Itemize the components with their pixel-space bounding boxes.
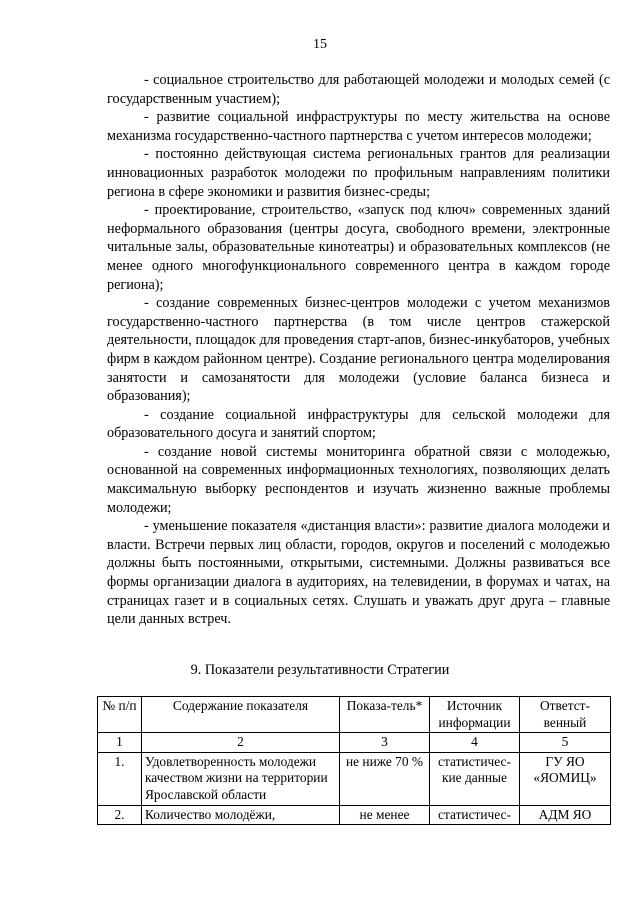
source-cell: статистичес- — [430, 805, 520, 825]
measure-paragraph: - создание социальной инфраструктуры для сельской молодежи для образовательного досуга и занятий спортом; — [107, 406, 610, 442]
header-cell-responsible: Ответст-венный — [520, 697, 611, 733]
numbering-cell: 1 — [98, 733, 142, 753]
row-number-cell: 2. — [98, 805, 142, 825]
header-cell-indicator: Показа-тель* — [340, 697, 430, 733]
strategy-measures-list — [107, 71, 610, 629]
measure-paragraph: - постоянно действующая система региональных грантов для реализации инновационных разработок молодежи по профильным направлениям политики региона в сфере экономики и развития бизнес-среды; — [107, 146, 610, 200]
section-title: 9. Показатели результативности Стратегии — [190, 662, 450, 678]
measure-paragraph: - развитие социальной инфраструктуры по месту жительства на основе механизма государственно-частного партнерства с учетом интересов молодежи; — [107, 109, 610, 144]
source-cell: статистичес-кие данные — [430, 752, 520, 805]
table-numbering-row — [98, 733, 611, 753]
measure-paragraph: - создание новой системы мониторинга обратной связи с молодежью, основанной на современных информационных технологиях, позволяющих делать максимальную выборку респондентов и изучать жизненно важные проблемы молодежи; — [107, 443, 610, 516]
numbering-cell: 5 — [520, 733, 611, 753]
table-row — [98, 805, 611, 825]
indicator-content-cell: Количество молодёжи, — [142, 805, 340, 825]
indicator-value-cell: не ниже 70 % — [340, 752, 430, 805]
row-number-cell: 1. — [98, 752, 142, 805]
measure-paragraph: - социальное строительство для работающей молодежи и молодых семей (с государственным участием); — [107, 72, 610, 107]
responsible-cell: АДМ ЯО — [520, 805, 611, 825]
numbering-cell: 3 — [340, 733, 430, 753]
indicator-value-cell: не менее — [340, 805, 430, 825]
measure-paragraph: - создание современных бизнес-центров молодежи с учетом механизмов государственно-частного партнерства (в том числе центров стажерской деятельности, площадок для проведения старт-апов, бизнес-инкубаторов, учебных фирм в каждом районном центре). Создание регионального центра моделирования занятости и самозанятости для молодежи (условие баланса бизнеса и образования); — [107, 295, 610, 405]
header-cell-number: № п/п — [98, 697, 142, 733]
page-number: 15 — [313, 37, 327, 52]
table-row — [98, 752, 611, 805]
performance-indicators-table — [97, 696, 611, 825]
indicator-content-cell: Удовлетворенность молодежи качеством жизни на территории Ярославской области — [142, 752, 340, 805]
numbering-cell: 2 — [142, 733, 340, 753]
header-cell-content: Содержание показателя — [142, 697, 340, 733]
table-header-row — [98, 697, 611, 733]
header-cell-source: Источник информации — [430, 697, 520, 733]
responsible-cell: ГУ ЯО «ЯОМИЦ» — [520, 752, 611, 805]
measure-paragraph: - проектирование, строительство, «запуск под ключ» современных зданий неформального образования (центры досуга, свободного времени, электронные читальные залы, образовательные кинотеатры) и образовательных комплексов (не менее одного многофункционального современного центра в каждом городе региона); — [107, 202, 610, 293]
numbering-cell: 4 — [430, 733, 520, 753]
measure-paragraph: - уменьшение показателя «дистанция власти»: развитие диалога молодежи и власти. Встречи первых лиц области, городов, округов и поселений с молодежью должны быть постоянными, открытыми, системными. Должны развиваться все формы организации диалога в аудиториях, на телевидении, в форумах и чатах, на страницах газет и в социальных сетях. Слушать и уважать друг друга – главные цели данных встреч. — [107, 518, 610, 628]
